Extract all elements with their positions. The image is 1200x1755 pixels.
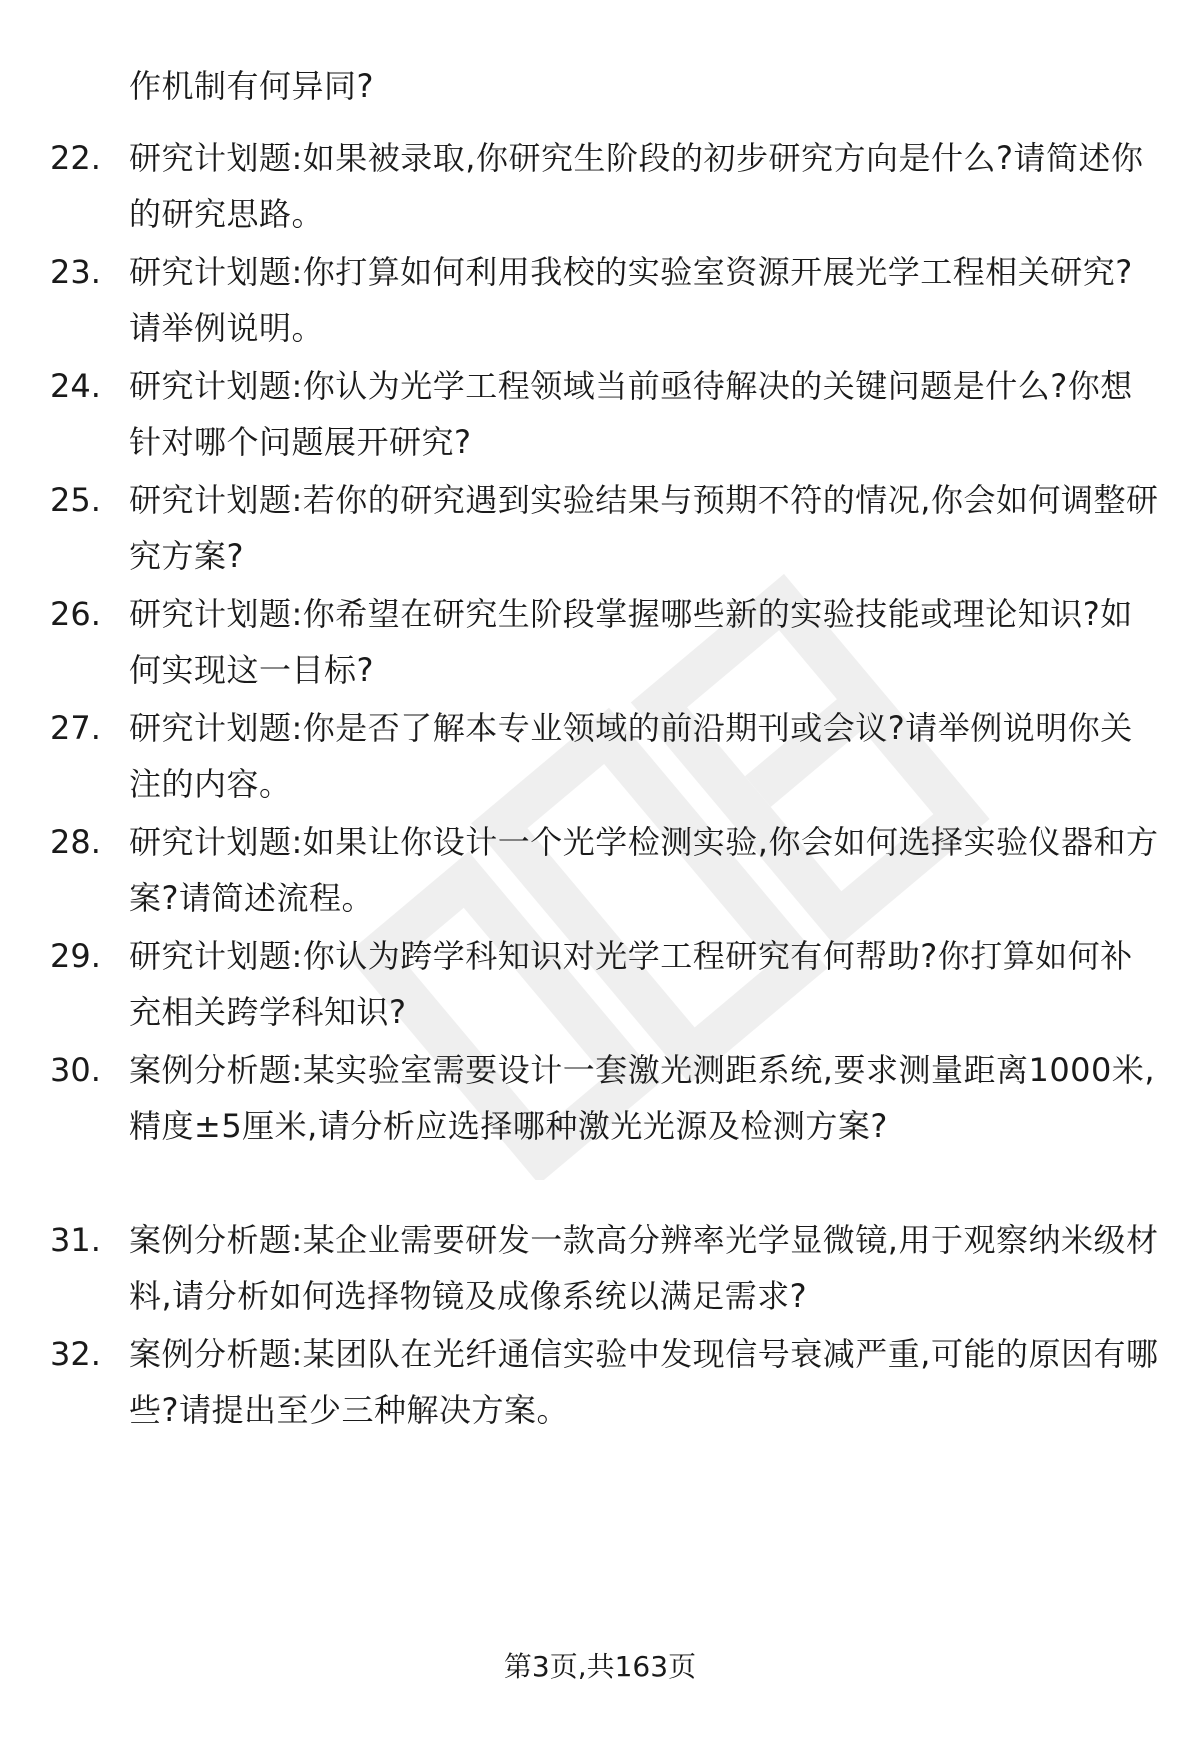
question-item-26 (50, 586, 1160, 698)
question-number: 25. (50, 481, 101, 519)
question-number: 29. (50, 937, 101, 975)
question-number: 30. (50, 1051, 101, 1089)
question-number: 27. (50, 709, 101, 747)
question-text: 研究计划题:如果让你设计一个光学检测实验,你会如何选择实验仪器和方案?请简述流程。 (129, 823, 1159, 917)
question-text: 研究计划题:你是否了解本专业领域的前沿期刊或会议?请举例说明你关注的内容。 (129, 709, 1133, 803)
question-item-24 (50, 358, 1160, 470)
question-number: 32. (50, 1335, 101, 1373)
question-text: 研究计划题:若你的研究遇到实验结果与预期不符的情况,你会如何调整研究方案? (129, 481, 1159, 575)
question-number: 23. (50, 253, 101, 291)
question-number: 22. (50, 139, 101, 177)
question-item-23 (50, 244, 1160, 356)
question-text: 研究计划题:你打算如何利用我校的实验室资源开展光学工程相关研究?请举例说明。 (129, 253, 1133, 347)
question-text: 研究计划题:你希望在研究生阶段掌握哪些新的实验技能或理论知识?如何实现这一目标? (129, 595, 1133, 689)
question-number: 28. (50, 823, 101, 861)
question-item-27 (50, 700, 1160, 812)
question-number: 26. (50, 595, 101, 633)
question-text: 案例分析题:某实验室需要设计一套激光测距系统,要求测量距离1000米,精度±5厘米,请分析应选择哪种激光光源及检测方案? (129, 1051, 1156, 1145)
question-text: 案例分析题:某团队在光纤通信实验中发现信号衰减严重,可能的原因有哪些?请提出至少三种解决方案。 (129, 1335, 1159, 1429)
question-text: 研究计划题:如果被录取,你研究生阶段的初步研究方向是什么?请简述你的研究思路。 (129, 139, 1144, 233)
question-item-30 (50, 1042, 1160, 1154)
question-number: 24. (50, 367, 101, 405)
question-item-28 (50, 814, 1160, 926)
question-text: 研究计划题:你认为光学工程领域当前亟待解决的关键问题是什么?你想针对哪个问题展开研究? (129, 367, 1133, 461)
question-item-31 (50, 1212, 1160, 1324)
question-item-22 (50, 130, 1160, 242)
question-item-25 (50, 472, 1160, 584)
question-number: 31. (50, 1221, 101, 1259)
question-item-29 (50, 928, 1160, 1040)
continuation-text: 作机制有何异同? (129, 67, 374, 105)
question-item-32 (50, 1326, 1160, 1438)
question-text: 案例分析题:某企业需要研发一款高分辨率光学显微镜,用于观察纳米级材料,请分析如何选择物镜及成像系统以满足需求? (129, 1221, 1159, 1315)
question-text: 研究计划题:你认为跨学科知识对光学工程研究有何帮助?你打算如何补充相关跨学科知识? (129, 937, 1133, 1031)
page-footer: 第3页,共163页 (503, 1650, 697, 1683)
